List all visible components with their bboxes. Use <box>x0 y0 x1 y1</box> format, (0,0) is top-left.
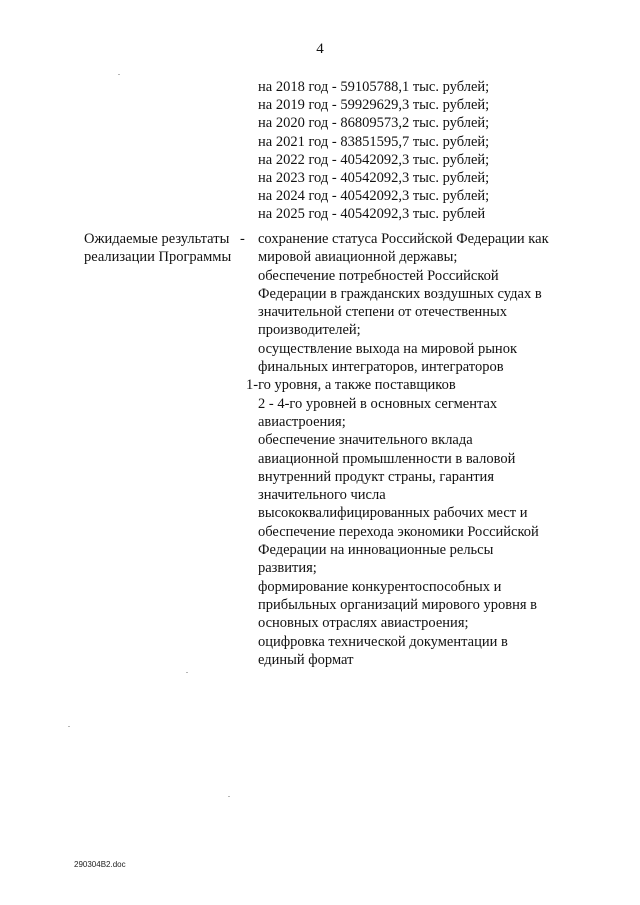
results-line: 2 - 4-го уровней в основных сегментах <box>258 395 498 412</box>
results-line: высококвалифицированных рабочих мест и <box>258 505 528 522</box>
results-line: развития; <box>258 560 317 577</box>
results-line: внутренний продукт страны, гарантия <box>258 468 494 485</box>
footer-file-code: 290304B2.doc <box>74 860 126 869</box>
funding-line: на 2023 год - 40542092,3 тыс. рублей; <box>258 170 490 187</box>
results-line: Федерации на инновационные рельсы <box>258 542 494 559</box>
funding-line: на 2021 год - 83851595,7 тыс. рублей; <box>258 133 490 150</box>
results-line: обеспечение значительного вклада <box>258 432 473 449</box>
results-label-line: реализации Программы <box>84 249 232 266</box>
results-text <box>246 230 598 669</box>
results-line: значительной степени от отечественных <box>258 304 508 321</box>
funding-list <box>258 78 588 224</box>
results-line: осуществление выхода на мировой рынок <box>258 340 517 357</box>
results-line: значительного числа <box>258 487 386 504</box>
funding-line: на 2022 год - 40542092,3 тыс. рублей; <box>258 151 490 168</box>
results-line: единый формат <box>258 651 354 668</box>
funding-line: на 2020 год - 86809573,2 тыс. рублей; <box>258 115 490 132</box>
results-line: Федерации в гражданских воздушных судах в <box>258 285 542 302</box>
funding-line: на 2024 год - 40542092,3 тыс. рублей; <box>258 188 490 205</box>
funding-line: на 2019 год - 59929629,3 тыс. рублей; <box>258 97 490 114</box>
results-line: авиастроения; <box>258 413 346 430</box>
funding-line: на 2018 год - 59105788,1 тыс. рублей; <box>258 79 490 95</box>
results-line: авиационной промышленности в валовой <box>258 450 516 467</box>
funding-line: на 2025 год - 40542092,3 тыс. рублей <box>258 206 486 223</box>
page-number: 4 <box>316 41 324 57</box>
scan-speck <box>228 796 230 797</box>
results-line: оцифровка технической документации в <box>258 633 508 650</box>
results-line: финальных интеграторов, интеграторов <box>258 359 504 376</box>
results-line: прибыльных организаций мирового уровня в <box>258 596 537 613</box>
results-line: обеспечение потребностей Российской <box>258 267 499 284</box>
scan-speck <box>118 74 120 75</box>
results-dash: - <box>240 231 245 247</box>
results-line: мировой авиационной державы; <box>258 249 458 266</box>
results-label <box>84 230 249 267</box>
results-label-line: Ожидаемые результаты <box>84 231 230 247</box>
results-line: формирование конкурентоспособных и <box>258 578 502 595</box>
results-line: 1-го уровня, а также поставщиков <box>246 377 456 394</box>
scan-speck <box>68 726 70 727</box>
results-line: сохранение статуса Российской Федерации как <box>258 231 549 247</box>
scan-speck <box>186 672 188 673</box>
results-line: основных отраслях авиастроения; <box>258 615 469 632</box>
results-line: производителей; <box>258 322 361 339</box>
results-line: обеспечение перехода экономики Российской <box>258 523 539 540</box>
